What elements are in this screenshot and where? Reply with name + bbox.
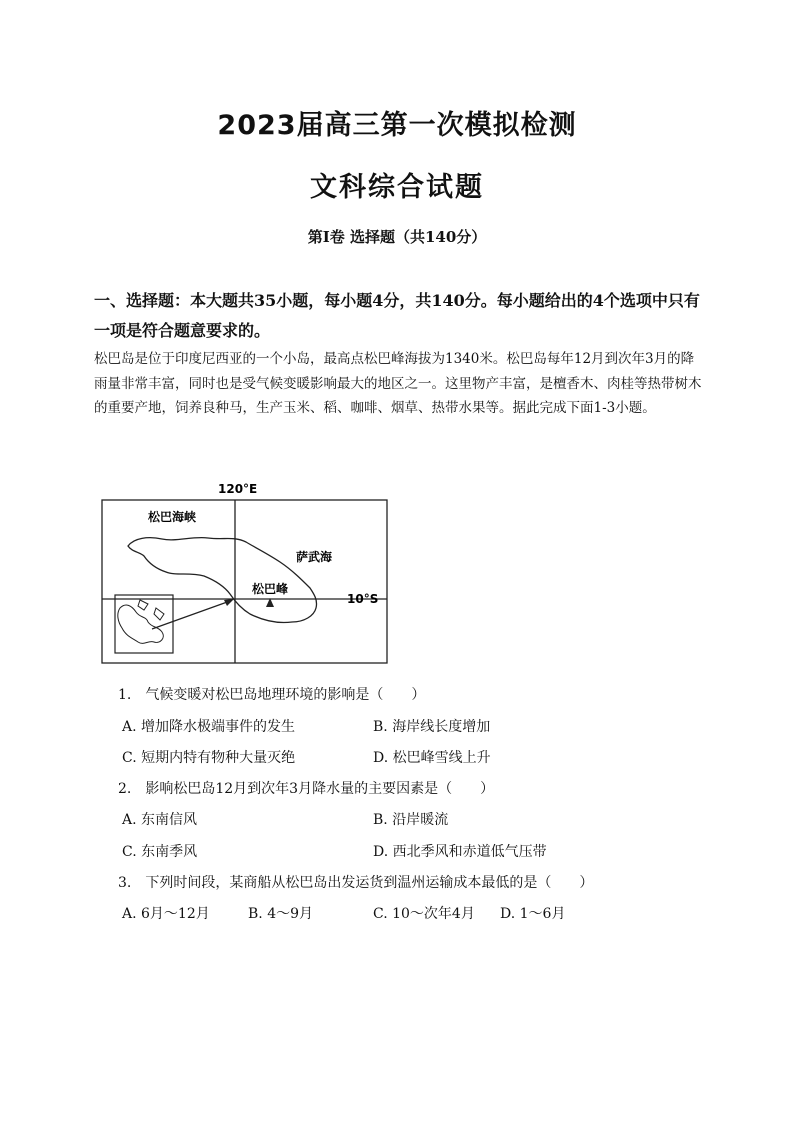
question-3-option-a: A. 6月～12月 bbox=[122, 906, 210, 922]
section-instruction: 一、选择题：本大题共35小题，每小题4分，共140分。每小题给出的4个选项中只有一项是符合题意要求的。 bbox=[94, 291, 700, 340]
question-2-option-a: A. 东南信风 bbox=[122, 812, 198, 828]
sumba-island-map bbox=[96, 476, 396, 668]
exam-title: 2023届高三第一次模拟检测 bbox=[217, 110, 577, 141]
map-frame bbox=[102, 500, 387, 663]
question-2-stem: 2. 影响松巴岛12月到次年3月降水量的主要因素是（ ） bbox=[118, 781, 495, 797]
strait-label: 松巴海峡 bbox=[148, 510, 197, 524]
question-3-stem: 3. 下列时间段，某商船从松巴岛出发运货到温州运输成本最低的是（ ） bbox=[118, 875, 594, 891]
sumba-island-outline bbox=[128, 538, 317, 623]
question-1-option-a: A. 增加降水极端事件的发生 bbox=[122, 719, 296, 735]
question-1-option-c: C. 短期内特有物种大量灭绝 bbox=[122, 750, 296, 766]
question-2-option-c: C. 东南季风 bbox=[122, 844, 198, 860]
exam-subject: 文科综合试题 bbox=[310, 172, 484, 203]
question-3-option-c: C. 10～次年4月 bbox=[373, 906, 475, 922]
longitude-label: 120°E bbox=[218, 482, 258, 496]
part-heading: 第Ⅰ卷 选择题（共140分） bbox=[307, 228, 487, 246]
question-2-option-b: B. 沿岸暖流 bbox=[373, 812, 449, 828]
reading-passage: 松巴岛是位于印度尼西亚的一个小岛，最高点松巴峰海拔为1340米。松巴岛每年12月到次年3月的降雨量非常丰富，同时也是受气候变暖影响最大的地区之一。这里物产丰富，是檀香木、肉桂等热带树木的重要产地，饲养良种马，生产玉米、稻、咖啡、烟草、热带水果等。据此完成下面1-3小题。 bbox=[94, 351, 702, 416]
question-1-stem: 1. 气候变暖对松巴岛地理环境的影响是（ ） bbox=[118, 687, 426, 703]
arrow-head bbox=[224, 599, 234, 606]
question-3-option-b: B. 4～9月 bbox=[248, 906, 314, 922]
peak-label: 松巴峰 bbox=[252, 582, 289, 596]
sea-label: 萨武海 bbox=[296, 550, 333, 564]
question-2-option-d: D. 西北季风和赤道低气压带 bbox=[373, 844, 547, 860]
question-1-option-d: D. 松巴峰雪线上升 bbox=[373, 750, 491, 766]
question-1-option-b: B. 海岸线长度增加 bbox=[373, 719, 491, 735]
inset-landmass bbox=[118, 600, 164, 643]
question-3-option-d: D. 1～6月 bbox=[500, 906, 566, 922]
latitude-label: 10°S bbox=[347, 592, 379, 606]
